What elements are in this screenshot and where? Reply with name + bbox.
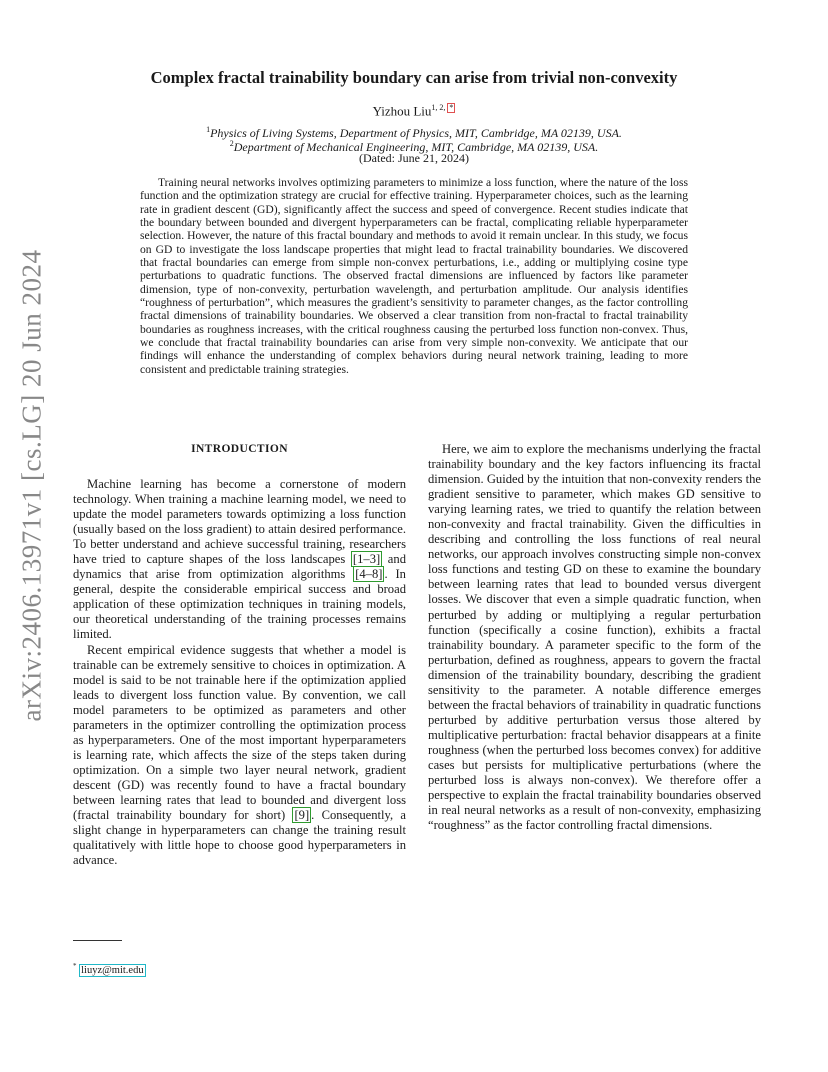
author-name: Yizhou Liu: [372, 103, 432, 119]
footnote-divider: [73, 940, 122, 941]
affiliation-1: $^1$Physics of Living Systems, Department of Physics, MIT, Cambridge, MA 02139, USA.: [206, 125, 622, 140]
intro-paragraph-3: Here, we aim to explore the mechanisms underlying the fractal trainability boundary and the key factors influencing its fractal dimension. Guided by the intuition that non-convexity renders the gradient sensitive to parameter, which makes GD sensitive to varying learning rates, we tried to quantify the relation between non-convexity and fractal trainability. Given the difficulties in describing and controlling the loss functions of real neural networks, our approach involves constructing simple non-convex loss functions and testing GD on these to examine the boundary between learning rates that lead to bounded versus divergent losses. We discover that even a simple quadratic function, when perturbed by adding or multiplying a regular perturbation function (specifically a cosine function), exhibits a fractal trainability boundary. A parameter specific to the form of the perturbation, defined as roughness, appears to govern the fractal dimension of the trainability boundary, describing the gradient sensitivity to the parameter. A notable difference emerges between the fractal behaviors of trainability in quadratic functions perturbed by additive perturbation versus those altered by multiplicative perturbation: fractal behavior disappears at a finite roughness (when the perturbed loss becomes convex) for additive cases but persists for multiplicative perturbations (where the perturbed loss is always non-convex). We therefore offer a perspective to explain the fractal trainability boundaries observed in real neural networks as a result of non-convexity, emphasizing “roughness” as the factor controlling fractal dimensions.: [428, 442, 761, 833]
section-heading-introduction: INTRODUCTION: [191, 443, 288, 455]
author-line: [0, 103, 828, 119]
citation-link[interactable]: [4–8]: [355, 567, 383, 582]
arxiv-identifier-stamp: [14, 249, 50, 721]
intro-paragraph-2: Recent empirical evidence suggests that whether a model is trainable can be extremely sensitive to choices in optimization. A model is said to be not trainable here if the optimization applied leads to divergent loss function value. By convention, we call model parameters to be optimized as parameters and other parameters in the optimizer controlling the optimization process as hyperparameters. One of the most important hyperparameters is learning rate, which affects the size of the steps taken during optimization. On a simple two layer neural network, gradient descent (GD) was recently found to have a fractal boundary between learning rates that lead to bounded and divergent loss (fractal trainability boundary for short) [9] . Consequently, a slight change in hyperparameters can change the training result qualitatively with little hope to choose good hyperparameters in advance.: [73, 642, 406, 868]
author-footnote-link[interactable]: *: [449, 103, 454, 112]
footnote: * liuyz@mit.edu: [73, 962, 144, 976]
left-column: [73, 477, 406, 868]
right-column: [428, 442, 761, 833]
affiliation-2: $^2$Department of Mechanical Engineering, MIT, Cambridge, MA 02139, USA.: [229, 139, 599, 154]
arxiv-identifier-text: arXiv:2406.13971v1 [cs.LG] 20 Jun 2024: [16, 249, 47, 721]
abstract: Training neural networks involves optimizing parameters to minimize a loss function, where the nature of the loss function and the optimization strategy are crucial for effective training. Hyperparameter choices, such as the learning rate in gradient descent (GD), significantly affect the success and speed of convergence. Recent studies indicate that the boundary between bounded and divergent hyperparameters can be fractal, complicating reliable hyperparameter selection. However, the nature of this fractal boundary and methods to avoid it remain unclear. In this study, we focus on GD to investigate the loss landscape properties that might lead to fractal trainability boundaries. We discovered that fractal boundaries can emerge from simple non-convex perturbations, i.e., adding or multiplying cosine type perturbations to quadratic functions. The observed fractal dimensions are influenced by factors like parameter dimension, type of non-convexity, perturbation wavelength, and perturbation amplitude. Our analysis identifies “roughness of perturbation”, which measures the gradient’s sensitivity to parameter changes, as the factor controlling fractal dimensions of trainability boundaries. We observed a clear transition from non-fractal to fractal trainability boundaries as roughness increases, with the critical roughness causing the perturbed loss function non-convex. Thus, we conclude that fractal trainability boundaries can arise from very simple non-convexity. We anticipate that our findings will enhance the understanding of complex behaviors during neural network training, leading to more consistent and predictable training strategies.: [140, 176, 688, 376]
email-link[interactable]: liuyz@mit.edu: [81, 964, 144, 976]
date-line: (Dated: June 21, 2024): [359, 151, 469, 165]
paper-title: Complex fractal trainability boundary can arise from trivial non-convexity: [150, 68, 678, 87]
author-affiliation-marks: 1, 2, *: [431, 103, 454, 112]
intro-paragraph-1: Machine learning has become a cornerstone of modern technology. When training a machine learning model, we need to update the model parameters towards optimizing a loss function (usually based on the loss gradient) to attain desired performance. To better understand and achieve successful training, researchers have tried to capture shapes of the loss landscapes [1–3] and dynamics that arise from optimization algorithms [4–8] . In general, despite the considerable empirical success and broad application of these optimization techniques in training models, our theoretical understanding of the training processes remains limited.: [73, 477, 406, 642]
citation-link[interactable]: [1–3]: [352, 552, 381, 567]
citation-link[interactable]: [9]: [294, 808, 310, 823]
